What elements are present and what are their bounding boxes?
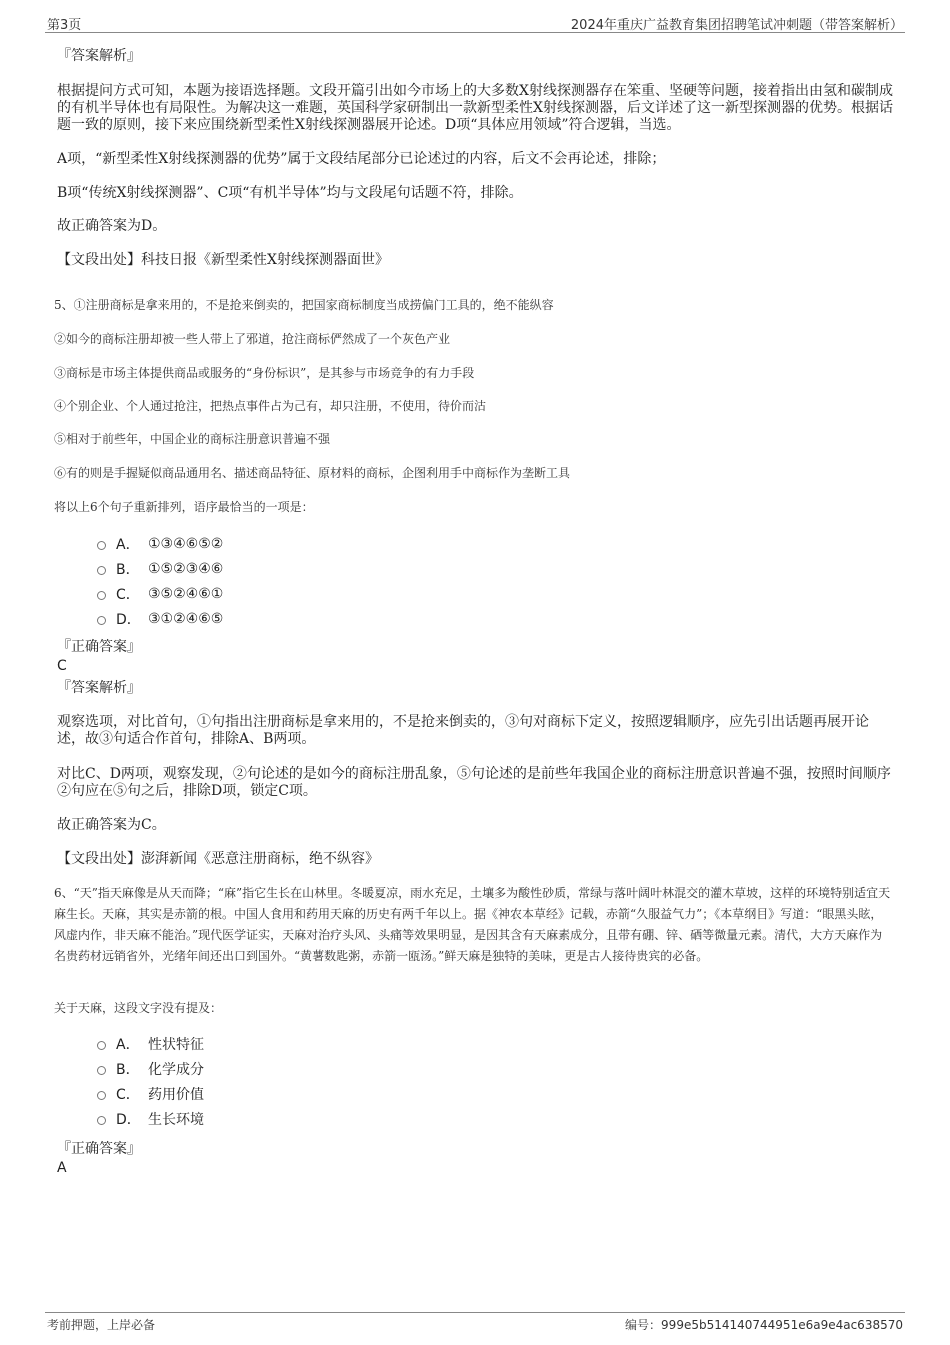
q6-option-c[interactable] (97, 1081, 204, 1106)
q4-source: 【文段出处】科技日报《新型柔性X射线探测器面世》 (57, 252, 389, 268)
q5-analysis-paragraph-3: 故正确答案为C。 (57, 817, 166, 833)
radio-icon[interactable] (97, 1116, 106, 1125)
q5-sentence-1: 5、①注册商标是拿来用的，不是抢来倒卖的，把国家商标制度当成捞偏门工具的，绝不能纵容 (54, 298, 554, 312)
radio-icon[interactable] (97, 591, 106, 600)
q4-analysis-paragraph-3: B项“传统X射线探测器”、C项“有机半导体”均与文段尾句话题不符，排除。 (57, 185, 523, 201)
footer-code-value: 999e5b514140744951e6a9e4ac638570 (661, 1318, 903, 1332)
q5-option-c[interactable] (97, 581, 223, 606)
q6-option-d[interactable] (97, 1106, 204, 1131)
q6-answer: A (57, 1160, 67, 1176)
radio-icon[interactable] (97, 1041, 106, 1050)
q6-option-b[interactable] (97, 1056, 204, 1081)
page-number: 第3页 (47, 18, 82, 33)
radio-icon[interactable] (97, 616, 106, 625)
q5-analysis-paragraph-1: 观察选项，对比首句，①句指出注册商标是拿来用的，不是抢来倒卖的，③句对商标下定义，按照逻辑顺序，应先引出话题再展开论述，故③句适合作首句，排除A、B两项。 (57, 714, 869, 747)
q5-analysis-tag: 『答案解析』 (57, 680, 141, 696)
option-text: ①③④⑥⑤② (148, 535, 224, 552)
q4-analysis-paragraph-2: A项，“新型柔性X射线探测器的优势”属于文段结尾部分已论述过的内容，后文不会再论述，排除； (57, 151, 666, 167)
q5-option-a[interactable] (97, 531, 223, 556)
q5-sentence-3: ③商标是市场主体提供商品或服务的“身份标识”，是其参与市场竞争的有力手段 (54, 366, 475, 380)
option-text: ③①②④⑥⑤ (148, 610, 224, 627)
option-letter: D． (116, 611, 141, 628)
q4-analysis-paragraph-1: 根据提问方式可知，本题为接语选择题。文段开篇引出如今市场上的大多数X射线探测器存在笨重、坚硬等问题，接着指出由氢和碳制成的有机半导体也有局限性。为解决这一难题，英国科学家研制出一款新型柔性X射线探测器，后文详述了这一新型探测器的优势。根据话题一致的原则，接下来应围绕新型柔性X射线探测器展开论述。D项“具体应用领域”符合逻辑，当选。 (57, 83, 893, 133)
document-title: 2024年重庆广益教育集团招聘笔试冲刺题（带答案解析） (570, 18, 903, 33)
option-letter: D． (116, 1111, 141, 1128)
radio-icon[interactable] (97, 566, 106, 575)
option-text: 生长环境 (148, 1111, 204, 1128)
option-letter: C． (116, 1086, 140, 1103)
option-letter: A． (116, 1036, 140, 1053)
q5-sentence-6: ⑥有的则是手握疑似商品通用名、描述商品特征、原材料的商标，企图利用手中商标作为垄断工具 (54, 466, 571, 480)
option-letter: A． (116, 536, 140, 553)
q5-prompt: 将以上6个句子重新排列，语序最恰当的一项是： (54, 500, 314, 514)
q5-sentence-2: ②如今的商标注册却被一些人带上了邪道，抢注商标俨然成了一个灰色产业 (54, 332, 451, 346)
q5-option-b[interactable] (97, 556, 223, 581)
radio-icon[interactable] (97, 541, 106, 550)
q5-sentence-4: ④个别企业、个人通过抢注，把热点事件占为己有，却只注册，不使用，待价而沽 (54, 399, 487, 413)
q5-option-d[interactable] (97, 606, 223, 631)
footer-code-label: 编号： (625, 1318, 662, 1332)
q5-options (97, 531, 223, 631)
page-footer (45, 1312, 905, 1335)
q6-answer-tag: 『正确答案』 (57, 1141, 141, 1157)
page-header (45, 10, 905, 33)
q4-analysis-paragraph-4: 故正确答案为D。 (57, 218, 167, 234)
q6-prompt: 关于天麻，这段文字没有提及： (54, 1001, 223, 1015)
option-text: ③⑤②④⑥① (148, 585, 224, 602)
q5-answer-tag: 『正确答案』 (57, 639, 141, 655)
q6-stem: 6、“天”指天麻像是从天而降；“麻”指它生长在山林里。冬暖夏凉，雨水充足，土壤多为酸性砂质，常绿与落叶阔叶林混交的灌木草坡，这样的环境特别适宜天麻生长。天麻，其实是赤箭的根。中国人食用和药用天麻的历史有两千年以上。据《神农本草经》记载，赤箭“久服益气力”；《本草纲目》写道：“眼黑头眩，风虚内作，非天麻不能治。”现代医学证实，天麻对治疗头风、头痛等效果明显，是因其含有天麻素成分，且带有硼、锌、硒等微量元素。清代，大方天麻作为名贵药材远销省外，光绪年间还出口到国外。“黄薯数匙粥，赤箭一瓯汤。”鲜天麻是独特的美味，更是古人接待贵宾的必备。 (54, 886, 891, 963)
footer-code (625, 1316, 903, 1333)
q5-analysis-paragraph-2: 对比C、D两项，观察发现，②句论述的是如今的商标注册乱象，⑤句论述的是前些年我国企业的商标注册意识普遍不强，按照时间顺序②句应在⑤句之后，排除D项，锁定C项。 (57, 766, 891, 799)
footer-slogan: 考前押题，上岸必备 (47, 1318, 156, 1332)
option-letter: B． (116, 561, 140, 578)
q4-analysis-tag: 『答案解析』 (57, 48, 141, 64)
option-letter: C． (116, 586, 140, 603)
q5-sentence-5: ⑤相对于前些年，中国企业的商标注册意识普遍不强 (54, 432, 331, 446)
option-letter: B． (116, 1061, 140, 1078)
option-text: ①⑤②③④⑥ (148, 560, 224, 577)
q6-options (97, 1031, 204, 1131)
q5-source: 【文段出处】澎湃新闻《恶意注册商标，绝不纵容》 (57, 851, 379, 867)
radio-icon[interactable] (97, 1066, 106, 1075)
option-text: 药用价值 (148, 1086, 204, 1103)
q6-option-a[interactable] (97, 1031, 204, 1056)
option-text: 性状特征 (148, 1036, 204, 1053)
option-text: 化学成分 (148, 1061, 204, 1078)
radio-icon[interactable] (97, 1091, 106, 1100)
q5-answer: C (57, 658, 67, 674)
